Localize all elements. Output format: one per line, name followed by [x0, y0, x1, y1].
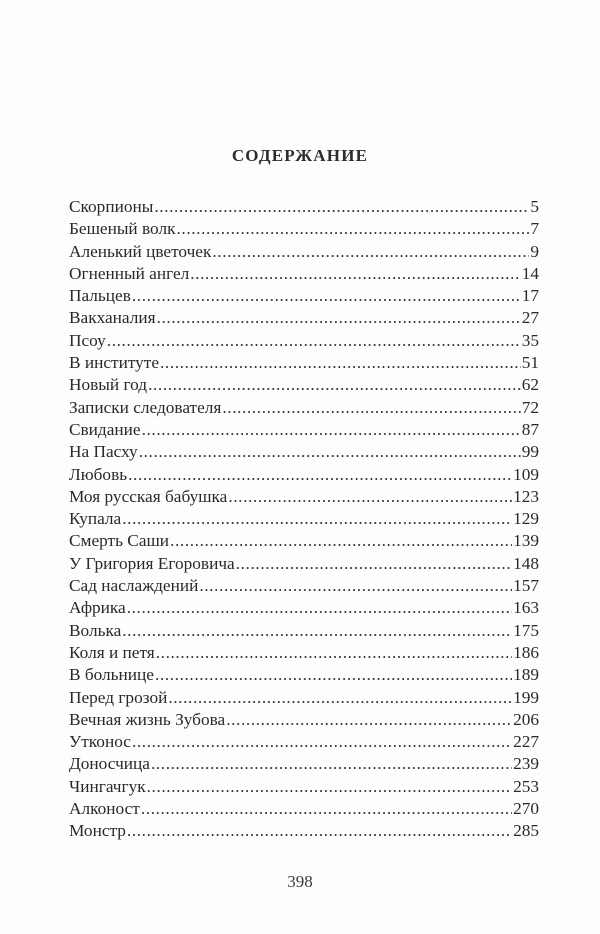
toc-entry-title: Вакханалия [69, 308, 156, 328]
toc-entry-title: В институте [69, 353, 160, 373]
toc-entry-page: 227 [513, 732, 539, 752]
toc-entry-title: Купала [69, 509, 122, 529]
dot-leader [190, 263, 520, 285]
toc-entry-title: Записки следователя [69, 397, 222, 417]
toc-entry-title: Перед грозой [69, 687, 168, 707]
page-number: 398 [287, 872, 313, 891]
toc-entry [69, 530, 539, 552]
toc-entry [69, 687, 539, 709]
dot-leader [122, 508, 512, 530]
dot-leader [212, 241, 529, 263]
dot-leader [157, 307, 521, 329]
toc-entry-title: Моя русская бабушка [69, 486, 228, 506]
toc-entry [69, 664, 539, 686]
toc-entry [69, 419, 539, 441]
toc-entry-page: 62 [521, 375, 539, 395]
toc-entry-page: 157 [513, 576, 539, 596]
toc-entry [69, 820, 539, 842]
toc-entry [69, 241, 539, 263]
dot-leader [199, 575, 512, 597]
dot-leader [156, 642, 512, 664]
toc-entry-page: 109 [513, 464, 539, 484]
toc-entry-title: Псоу [69, 330, 106, 350]
toc-entry-page: 139 [513, 531, 539, 551]
dot-leader [148, 374, 521, 396]
toc-entry-title: Монстр [69, 821, 126, 841]
toc-entry [69, 508, 539, 530]
toc-entry [69, 553, 539, 575]
toc-entry-title: Бешеный волк [69, 219, 176, 239]
toc-entry-page: 199 [513, 687, 539, 707]
dot-leader [222, 397, 520, 419]
toc-entry-title: Пальцев [69, 286, 131, 306]
dot-leader [151, 753, 512, 775]
toc-entry [69, 776, 539, 798]
toc-entry-page: 129 [513, 509, 539, 529]
toc-entry-title: Доносчица [69, 754, 150, 774]
toc-entry-title: Аленький цветочек [69, 241, 212, 261]
dot-leader [154, 196, 529, 218]
dot-leader [236, 553, 512, 575]
toc-entry [69, 374, 539, 396]
toc-entry-title: Любовь [69, 464, 128, 484]
dot-leader [127, 597, 512, 619]
toc-entry-page: 9 [530, 241, 539, 261]
toc-entry [69, 464, 539, 486]
toc-entry-title: Смерть Саши [69, 531, 170, 551]
dot-leader [226, 709, 512, 731]
toc-entry-title: Свидание [69, 419, 141, 439]
toc-entry-title: Африка [69, 598, 126, 618]
toc-entry-page: 14 [521, 263, 539, 283]
toc-entry [69, 441, 539, 463]
dot-leader [147, 776, 512, 798]
toc-entry [69, 263, 539, 285]
toc-entry-title: У Григория Егоровича [69, 553, 235, 573]
toc-entry [69, 486, 539, 508]
dot-leader [155, 664, 512, 686]
toc-entry [69, 196, 539, 218]
dot-leader [132, 285, 521, 307]
toc-entry-title: Чингачгук [69, 776, 146, 796]
dot-leader [228, 486, 512, 508]
toc-entry-title: Утконос [69, 732, 131, 752]
toc-entry [69, 731, 539, 753]
dot-leader [107, 330, 521, 352]
toc-entry [69, 597, 539, 619]
toc-entry-page: 186 [513, 642, 539, 662]
toc-entry-page: 35 [521, 330, 539, 350]
toc-entry [69, 753, 539, 775]
dot-leader [160, 352, 521, 374]
toc-entry-title: На Пасху [69, 442, 138, 462]
toc-entry-title: В больнице [69, 665, 154, 685]
toc-entry-page: 285 [513, 821, 539, 841]
table-of-contents [69, 196, 539, 843]
toc-entry-page: 253 [513, 776, 539, 796]
toc-entry-title: Огненный ангел [69, 263, 190, 283]
toc-entry-page: 7 [530, 219, 539, 239]
toc-entry [69, 330, 539, 352]
dot-leader [128, 464, 512, 486]
toc-entry-page: 5 [530, 197, 539, 216]
toc-entry [69, 397, 539, 419]
dot-leader [122, 620, 512, 642]
dot-leader [170, 530, 512, 552]
toc-entry-title: Вечная жизнь Зубова [69, 709, 226, 729]
toc-entry [69, 352, 539, 374]
toc-entry-page: 239 [513, 754, 539, 774]
toc-heading: СОДЕРЖАНИЕ [231, 146, 369, 165]
dot-leader [127, 820, 512, 842]
toc-entry-page: 175 [513, 620, 539, 640]
dot-leader [176, 218, 529, 240]
toc-entry-page: 72 [521, 397, 539, 417]
toc-entry [69, 642, 539, 664]
toc-entry-page: 163 [513, 598, 539, 618]
dot-leader [141, 798, 512, 820]
toc-entry [69, 620, 539, 642]
toc-entry-page: 206 [513, 709, 539, 729]
toc-entry-title: Сад наслаждений [69, 576, 199, 596]
toc-entry [69, 798, 539, 820]
toc-entry [69, 307, 539, 329]
toc-entry-title: Скорпионы [69, 197, 154, 216]
toc-entry-title: Алконост [69, 799, 140, 819]
toc-entry-title: Коля и петя [69, 642, 155, 662]
dot-leader [139, 441, 521, 463]
toc-entry [69, 218, 539, 240]
toc-entry-title: Волька [69, 620, 122, 640]
toc-entry-title: Новый год [69, 375, 148, 395]
toc-entry-page: 27 [521, 308, 539, 328]
toc-entry-page: 123 [513, 486, 539, 506]
toc-entry-page: 189 [513, 665, 539, 685]
toc-entry-page: 148 [513, 553, 539, 573]
toc-entry [69, 709, 539, 731]
toc-entry [69, 285, 539, 307]
toc-entry [69, 575, 539, 597]
dot-leader [142, 419, 521, 441]
toc-entry-page: 17 [521, 286, 539, 306]
dot-leader [132, 731, 512, 753]
toc-entry-page: 99 [521, 442, 539, 462]
dot-leader [168, 687, 512, 709]
toc-entry-page: 270 [513, 799, 539, 819]
toc-entry-page: 87 [521, 419, 539, 439]
toc-entry-page: 51 [521, 353, 539, 373]
